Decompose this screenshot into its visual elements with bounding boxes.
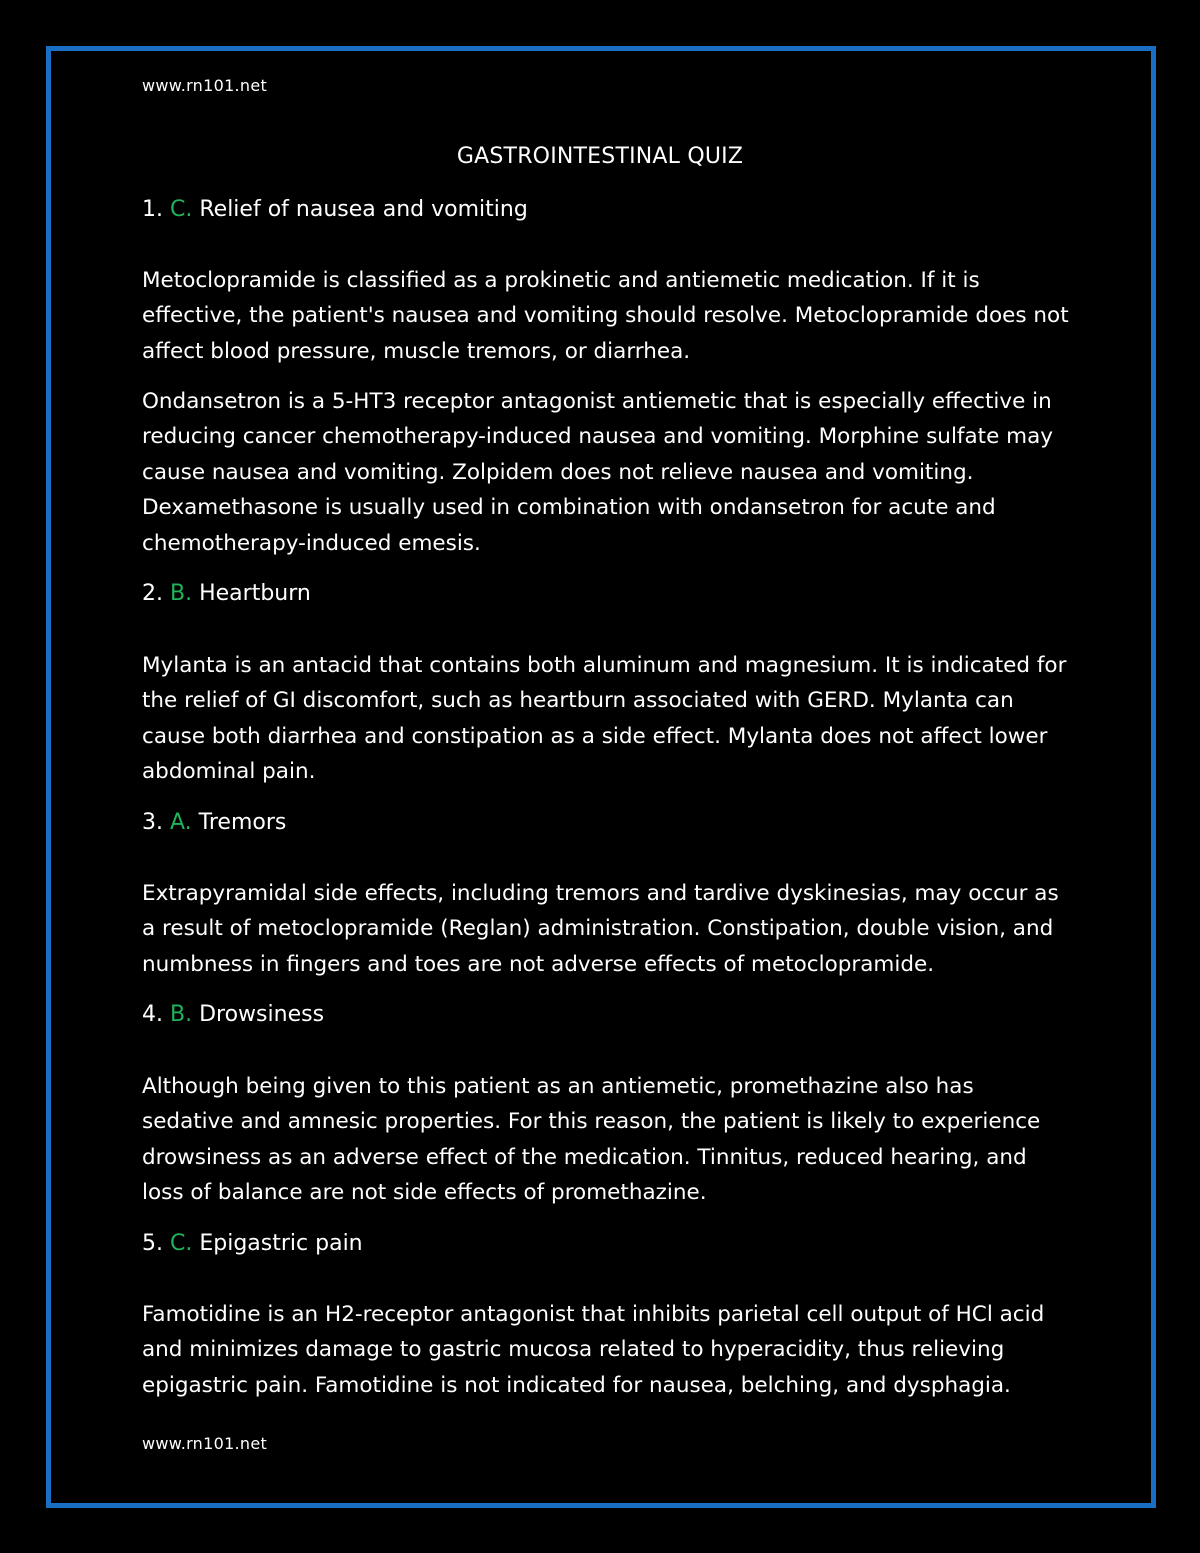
page-title: GASTROINTESTINAL QUIZ bbox=[456, 144, 744, 169]
explanation-3 bbox=[142, 876, 1072, 982]
footer-url: www.rn101.net bbox=[142, 1434, 268, 1453]
question-5 bbox=[142, 1229, 1072, 1259]
answer-letter: A. bbox=[170, 810, 192, 835]
explanation-paragraph: Famotidine is an H2-receptor antagonist that inhibits parietal cell output of HCl acid and minimizes damage to gastric mucosa related to hyperacidity, thus relieving epigastric pain. Famotidine is not indicated for nausea, belching, and dysphagia. bbox=[142, 1302, 1045, 1398]
answer-text: Epigastric pain bbox=[199, 1231, 363, 1256]
explanation-1b bbox=[142, 384, 1072, 561]
answer-text: Relief of nausea and vomiting bbox=[199, 197, 528, 222]
explanation-2 bbox=[142, 648, 1072, 790]
explanation-5 bbox=[142, 1297, 1072, 1403]
answer-letter: C. bbox=[170, 197, 193, 222]
explanation-paragraph: Extrapyramidal side effects, including tremors and tardive dyskinesias, may occur as a result of metoclopramide (Reglan) administration. Constipation, double vision, and numbness in fingers and toes are not adverse effects of metoclopramide. bbox=[142, 881, 1059, 977]
answer-line bbox=[142, 195, 1072, 225]
question-number: 3. bbox=[142, 810, 163, 835]
explanation-4 bbox=[142, 1069, 1072, 1211]
explanation-paragraph: Mylanta is an antacid that contains both aluminum and magnesium. It is indicated for the relief of GI discomfort, such as heartburn associated with GERD. Mylanta can cause both diarrhea and constipation as a side effect. Mylanta does not affect lower abdominal pain. bbox=[142, 653, 1067, 785]
answer-line bbox=[142, 1229, 1072, 1259]
question-2 bbox=[142, 579, 1072, 609]
answer-letter: B. bbox=[170, 1002, 193, 1027]
answer-text: Drowsiness bbox=[199, 1002, 325, 1027]
question-1 bbox=[142, 195, 1072, 225]
answer-line bbox=[142, 579, 1072, 609]
explanation-paragraph: Metoclopramide is classified as a prokinetic and antiemetic medication. If it is effective, the patient's nausea and vomiting should resolve. Metoclopramide does not affect blood pressure, muscle tremors, or diarrhea. bbox=[142, 268, 1069, 364]
question-number: 1. bbox=[142, 197, 163, 222]
question-number: 2. bbox=[142, 581, 163, 606]
answer-letter: B. bbox=[170, 581, 193, 606]
question-4 bbox=[142, 1000, 1072, 1030]
explanation-paragraph: Ondansetron is a 5-HT3 receptor antagonist antiemetic that is especially effective in reducing cancer chemotherapy-induced nausea and vomiting. Morphine sulfate may cause nausea and vomiting. Zolpidem does not relieve nausea and vomiting. Dexamethasone is usually used in combination with ondansetron for acute and chemotherapy-induced emesis. bbox=[142, 389, 1053, 556]
question-3 bbox=[142, 808, 1072, 838]
explanation-1a bbox=[142, 263, 1072, 369]
explanation-paragraph: Although being given to this patient as an antiemetic, promethazine also has sedative and amnesic properties. For this reason, the patient is likely to experience drowsiness as an adverse effect of the medication. Tinnitus, reduced hearing, and loss of balance are not side effects of promethazine. bbox=[142, 1074, 1041, 1206]
question-number: 4. bbox=[142, 1002, 163, 1027]
answer-line bbox=[142, 1000, 1072, 1030]
header-url: www.rn101.net bbox=[142, 76, 268, 95]
answer-text: Heartburn bbox=[199, 581, 311, 606]
question-number: 5. bbox=[142, 1231, 163, 1256]
answer-line bbox=[142, 808, 1072, 838]
answer-text: Tremors bbox=[198, 810, 287, 835]
answer-letter: C. bbox=[170, 1231, 193, 1256]
